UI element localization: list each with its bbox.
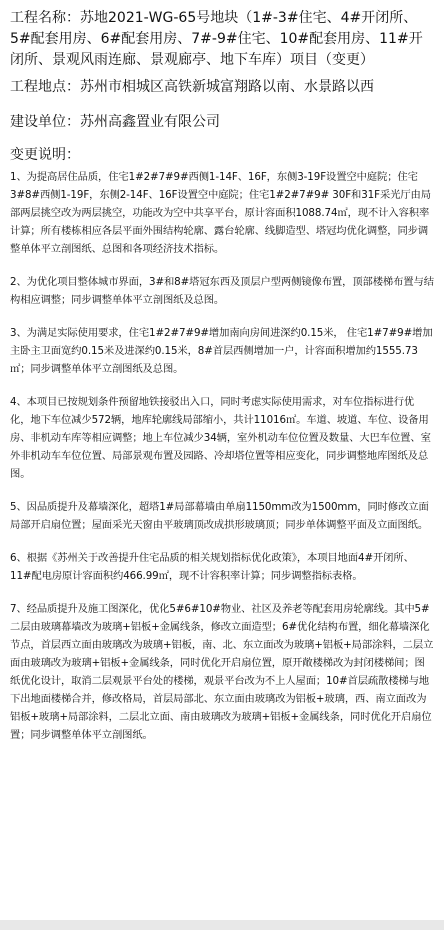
project-name: 工程名称：苏地2021-WG-65号地块（1#-3#住宅、4#开闭所、5#配套用房、6#配套用房、7#-9#住宅、10#配套用房、11#开闭所、景观风雨连廊、景观廊亭、地下车库）项目（变更）: [10, 10, 423, 68]
change-item-7: 7、经品质提升及施工图深化，优化5#6#10#物业、社区及养老等配套用房轮廓线。其中5#二层由玻璃幕墙改为玻璃+铝板+金属线条，修改立面造型；6#优化结构布置，细化幕墙深化节点，首层西立面由玻璃改为玻璃+铝板，南、北、东立面改为玻璃+铝板+局部涂料，二层立面由玻璃改为玻璃+铝板+金属线条，同时优化开启扇位置，原开敞楼梯改为封闭楼梯间；图纸优化设计，取消二层观景平台处的楼梯，观景平台改为不上人屋面；10#首层疏散楼梯与地下出地面楼梯合并，修改格局，首层局部北、东立面由玻璃改为铝板+玻璃，西、南立面改为铝板+玻璃+局部涂料，二层北立面、南由玻璃改为玻璃+铝板+金属线条，同时优化开启扇位置；同步调整单体平立剖图纸。: [10, 603, 434, 741]
change-item-3: 3、为满足实际使用要求，住宅1#2#7#9#增加南向房间进深约0.15米， 住宅1#7#9#增加主卧主卫面宽约0.15米及进深约0.15米，8#首层西侧增加一户，计容面积增加约1555.73㎡；同步调整单体平立剖图纸及总图。: [10, 327, 433, 375]
developer: 建设单位：苏州高鑫置业有限公司: [10, 114, 220, 130]
project-location: 工程地点：苏州市相城区高铁新城富翔路以南、水景路以西: [10, 79, 374, 95]
change-item-2: 2、为优化项目整体城市界面，3#和8#塔冠东西及顶层户型两侧镜像布置，顶部楼梯布置与结构相应调整；同步调整单体平立剖图纸及总图。: [10, 276, 434, 306]
change-heading: 变更说明：: [10, 147, 80, 163]
change-item-6: 6、根据《苏州关于改善提升住宅品质的相关规划指标优化政策》，本项目地面4#开闭所、11#配电房原计容面积约466.99㎡，现不计容积率计算；同步调整指标表格。: [10, 552, 414, 582]
change-item-1: 1、为提高居住品质，住宅1#2#7#9#西侧1-14F、16F，东侧3-19F设置空中庭院；住宅3#8#西侧1-19F，东侧2-14F、16F设置空中庭院；住宅1#2#7#9# 30F和31F采光厅由局部两层挑空改为两层挑空，功能改为空中共享平台，原计容面积1088.74㎡，现不计入容积率计算；所有楼栋相应各层平面外围结构轮廓、露台轮廓、线脚造型、塔冠均优化调整，同步调整单体平立剖图纸、总图和各项经济技术指标。: [10, 171, 431, 255]
change-item-4: 4、本项目已按规划条件预留地铁接驳出入口，同时考虑实际使用需求，对车位指标进行优化，地下车位减少572辆，地库轮廓线局部缩小，共计11016㎡。车道、坡道、车位、设备用房、非机动车库等相应调整；地上车位减少34辆，室外机动车位位置及数量、大巴车位置、室外非机动车车位位置、局部景观布置及园路、冷却塔位置等相应变化，同步调整地库图纸及总图。: [10, 396, 431, 480]
change-item-5: 5、因品质提升及幕墙深化，超塔1#局部幕墙由单扇1150mm改为1500mm，同时修改立面局部开启扇位置；屋面采光天窗由平玻璃顶改成拱形玻璃顶；同步单体调整平面及立面图纸。: [10, 501, 429, 531]
